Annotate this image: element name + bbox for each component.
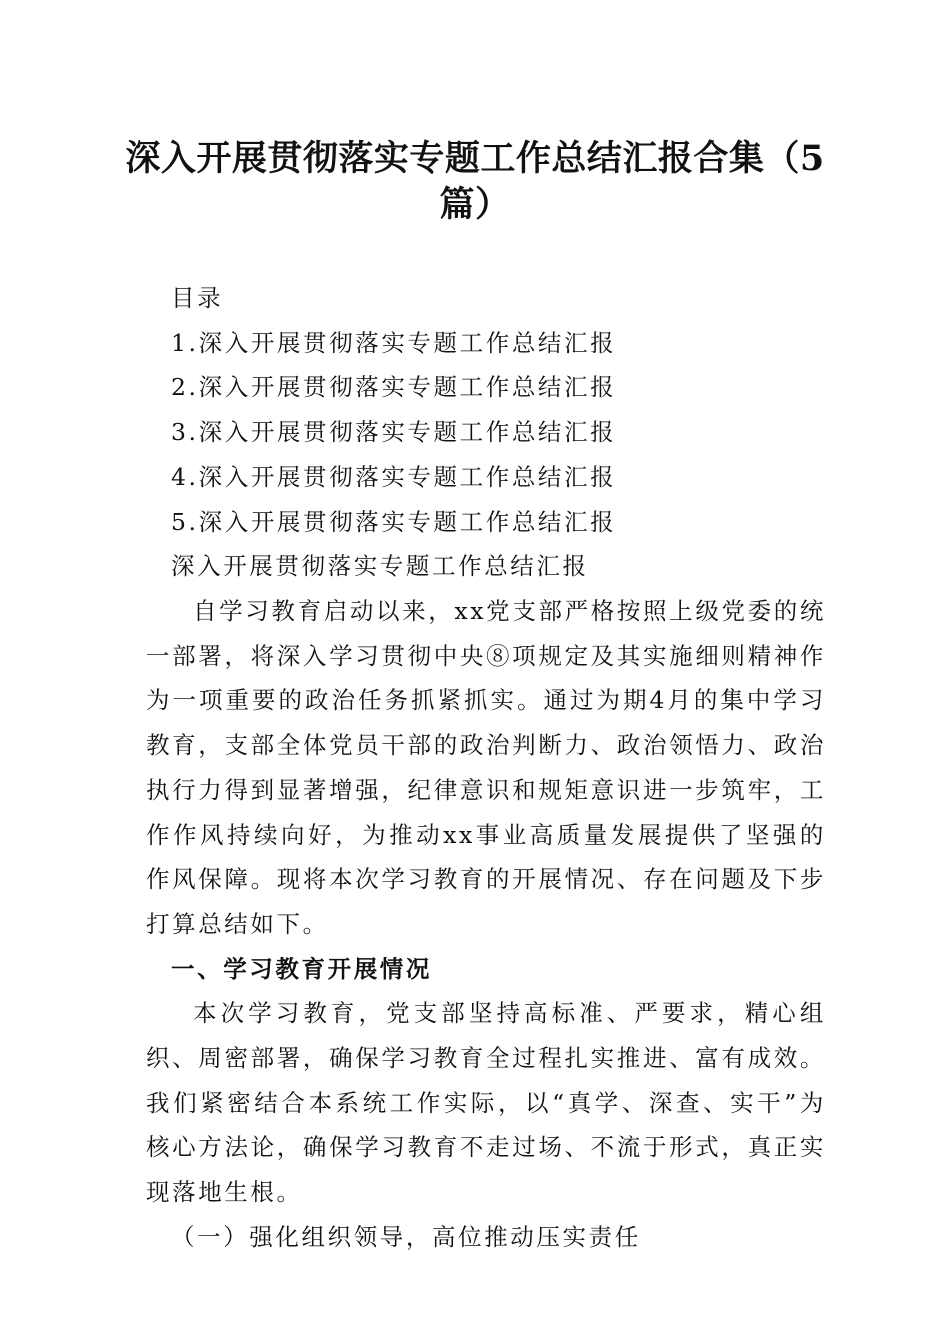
intro-paragraph: 自学习教育启动以来，xx党支部严格按照上级党委的统一部署，将深入学习贯彻中央⑧项规定及其实施细则精神作为一项重要的政治任务抓紧抓实。通过为期4月的集中学习教育，支部全体党员干部的政治判断力、政治领悟力、政治执行力得到显著增强，纪律意识和规矩意识进一步筑牢，工作作风持续向好，为推动xx事业高质量发展提供了坚强的作风保障。现将本次学习教育的开展情况、存在问题及下步打算总结如下。 — [146, 597, 826, 938]
toc-item-3: 3.深入开展贯彻落实专题工作总结汇报 — [171, 418, 617, 447]
article-title: 深入开展贯彻落实专题工作总结汇报 — [171, 552, 589, 581]
toc-item-1: 1.深入开展贯彻落实专题工作总结汇报 — [171, 328, 617, 357]
toc-heading: 目录 — [171, 284, 224, 312]
document-title: 深入开展贯彻落实专题工作总结汇报合集（5篇） — [125, 138, 825, 225]
toc-item-4: 4.深入开展贯彻落实专题工作总结汇报 — [171, 462, 617, 491]
toc-item-2: 2.深入开展贯彻落实专题工作总结汇报 — [171, 373, 617, 402]
section-paragraph-1: 本次学习教育，党支部坚持高标准、严要求，精心组织、周密部署，确保学习教育全过程扎实推进、富有成效。我们紧密结合本系统工作实际，以“真学、深查、实干”为核心方法论，确保学习教育不走过场、不流于形式，真正实现落地生根。 — [146, 999, 826, 1207]
toc-item-5: 5.深入开展贯彻落实专题工作总结汇报 — [171, 507, 617, 536]
table-of-contents — [146, 276, 826, 589]
subsection-heading-1: （一）强化组织领导，高位推动压实责任 — [171, 1222, 641, 1251]
document-body — [146, 589, 826, 1260]
section-heading-1: 一、学习教育开展情况 — [171, 954, 432, 983]
